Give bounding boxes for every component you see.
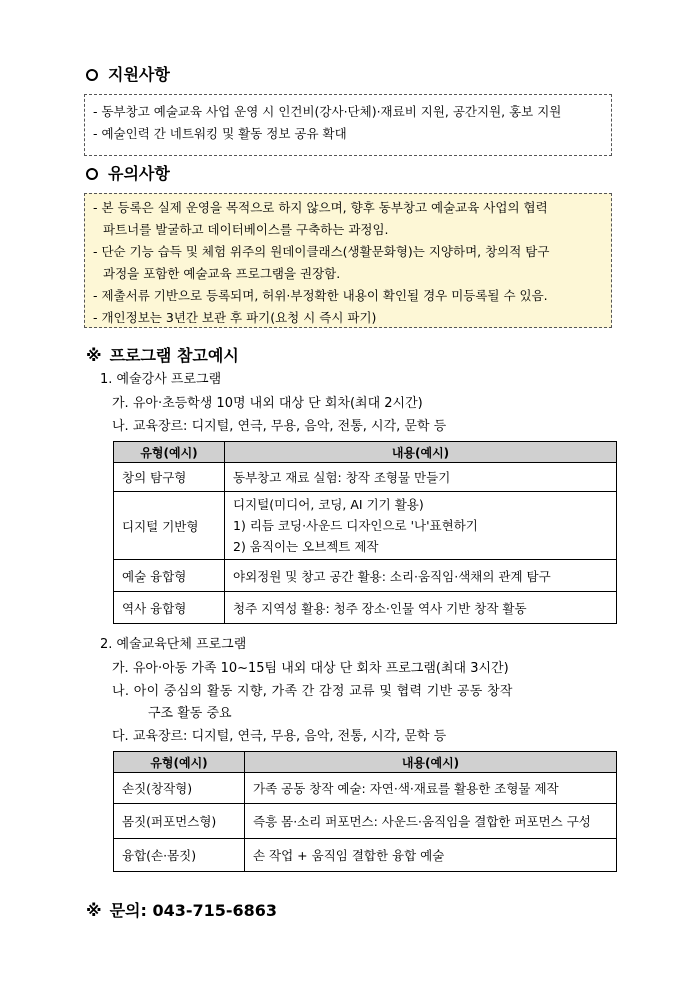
table-row — [114, 560, 617, 592]
table-header-type: 유형(예시) — [114, 442, 225, 463]
caution-box — [84, 193, 612, 328]
table-cell-content: 즉흥 몸·소리 퍼포먼스: 사운드·움직임을 결합한 퍼포먼스 구성 — [245, 804, 617, 839]
group-line-b2: 구조 활동 중요 — [148, 706, 232, 721]
support-heading — [86, 64, 170, 86]
group-heading: 2. 예술교육단체 프로그램 — [100, 637, 247, 652]
content-line: 디지털(미디어, 코딩, AI 기기 활용) — [233, 497, 424, 512]
content-line: 2) 움직이는 오브젝트 제작 — [233, 539, 379, 554]
program-title: 프로그램 참고예시 — [109, 346, 239, 365]
instructor-heading: 1. 예술강사 프로그램 — [100, 372, 222, 387]
caution-line: 과정을 포함한 예술교육 프로그램을 권장함. — [103, 266, 341, 281]
instructor-line-b: 나. 교육장르: 디지털, 연극, 무용, 음악, 전통, 시각, 문학 등 — [112, 419, 447, 434]
instructor-line-a: 가. 유아·초등학생 10명 내외 대상 단 회차(최대 2시간) — [112, 396, 423, 411]
table-header-row — [114, 752, 617, 773]
reference-mark-icon: ※ — [86, 901, 102, 920]
table-header-content: 내용(예시) — [245, 752, 617, 773]
support-item: - 예술인력 간 네트워킹 및 활동 정보 공유 확대 — [93, 126, 347, 141]
caution-title: 유의사항 — [108, 164, 170, 183]
table-row — [114, 804, 617, 839]
table-cell-type: 디지털 기반형 — [114, 492, 225, 560]
table-row — [114, 592, 617, 624]
table-cell-content — [225, 492, 617, 560]
table-cell-content: 야외정원 및 창고 공간 활용: 소리·움직임·색채의 관계 탐구 — [225, 560, 617, 592]
hollow-circle-bullet-icon — [86, 69, 98, 81]
caution-line: 파트너를 발굴하고 데이터베이스를 구축하는 과정임. — [103, 222, 389, 237]
table-cell-content: 가족 공동 창작 예술: 자연·색·재료를 활용한 조형물 제작 — [245, 773, 617, 804]
table-cell-type: 몸짓(퍼포먼스형) — [114, 804, 245, 839]
table-cell-type: 예술 융합형 — [114, 560, 225, 592]
support-box — [84, 94, 612, 156]
content-line: 1) 리듬 코딩·사운드 디자인으로 '나'표현하기 — [233, 518, 478, 533]
table-row — [114, 492, 617, 560]
table-cell-type: 융합(손·몸짓) — [114, 839, 245, 872]
reference-mark-icon: ※ — [86, 346, 102, 365]
support-title: 지원사항 — [108, 65, 170, 84]
caution-line: - 제출서류 기반으로 등록되며, 허위·부정확한 내용이 확인될 경우 미등록될 수 있음. — [93, 288, 548, 303]
support-item: - 동부창고 예술교육 사업 운영 시 인건비(강사·단체)·재료비 지원, 공간지원, 홍보 지원 — [93, 104, 562, 119]
group-line-c: 다. 교육장르: 디지털, 연극, 무용, 음악, 전통, 시각, 문학 등 — [112, 729, 447, 744]
table-cell-type: 창의 탐구형 — [114, 463, 225, 492]
table-row — [114, 463, 617, 492]
caution-line: - 단순 기능 습득 및 체험 위주의 원데이클래스(생활문화형)는 지양하며, 창의적 탐구 — [93, 244, 550, 259]
group-table — [113, 751, 617, 872]
caution-line: - 본 등록은 실제 운영을 목적으로 하지 않으며, 향후 동부창고 예술교육 사업의 협력 — [93, 200, 548, 215]
table-cell-content: 청주 지역성 활용: 청주 장소·인물 역사 기반 창작 활동 — [225, 592, 617, 624]
table-header-row — [114, 442, 617, 463]
instructor-table — [113, 441, 617, 624]
table-cell-content: 동부창고 재료 실험: 창작 조형물 만들기 — [225, 463, 617, 492]
hollow-circle-bullet-icon — [86, 168, 98, 180]
table-cell-type: 역사 융합형 — [114, 592, 225, 624]
caution-line: - 개인정보는 3년간 보관 후 파기(요청 시 즉시 파기) — [93, 310, 377, 325]
contact-text: 문의: 043-715-6863 — [109, 901, 278, 920]
table-cell-content: 손 작업 + 움직임 결합한 융합 예술 — [245, 839, 617, 872]
table-header-type: 유형(예시) — [114, 752, 245, 773]
table-cell-type: 손짓(창작형) — [114, 773, 245, 804]
table-row — [114, 773, 617, 804]
table-header-content: 내용(예시) — [225, 442, 617, 463]
caution-heading — [86, 163, 170, 185]
table-row — [114, 839, 617, 872]
group-line-b1: 나. 아이 중심의 활동 지향, 가족 간 감정 교류 및 협력 기반 공동 창작 — [112, 684, 513, 699]
group-line-a: 가. 유아·아동 가족 10~15팀 내외 대상 단 회차 프로그램(최대 3시간) — [112, 661, 509, 676]
contact-line — [86, 900, 277, 922]
program-heading — [86, 345, 239, 367]
